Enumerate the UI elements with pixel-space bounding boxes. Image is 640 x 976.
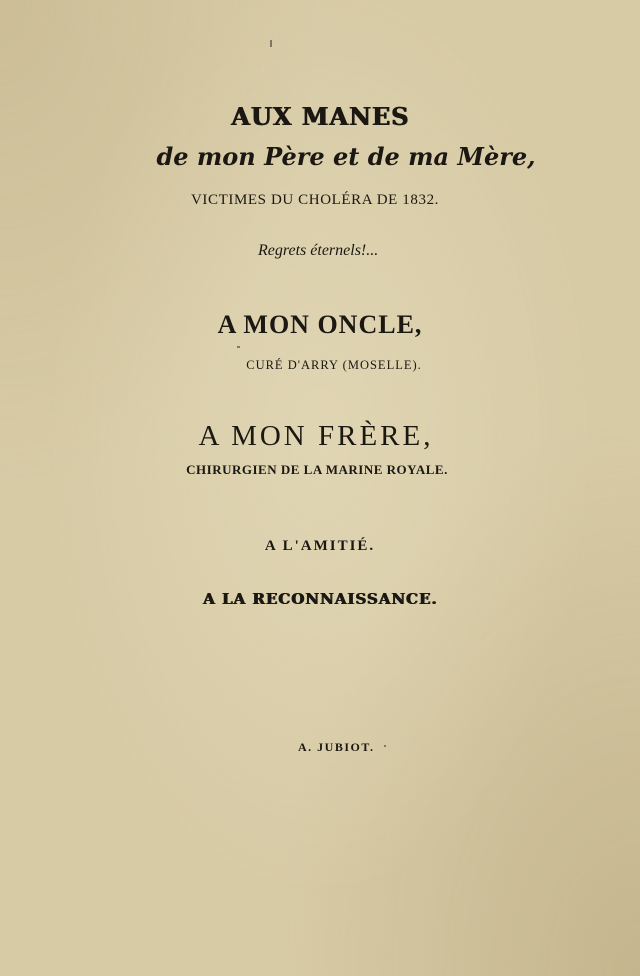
author-signature: A. JUBIOT. <box>298 740 375 754</box>
uncle-heading: A MON ONCLE, <box>217 310 423 339</box>
friendship-heading: A L'AMITIÉ. <box>264 538 376 554</box>
brother-detail: CHIRURGIEN DE LA MARINE ROYALE. <box>186 462 448 477</box>
ink-speck <box>237 346 240 348</box>
dedication-regrets: Regrets éternels!... <box>258 242 379 259</box>
ink-speck <box>270 40 272 47</box>
dedication-subtitle: de mon Père et de ma Mère, <box>156 142 536 171</box>
brother-heading: A MON FRÈRE, <box>198 420 434 452</box>
dedication-title: AUX MANES <box>230 102 410 131</box>
uncle-detail: CURÉ D'ARRY (MOSELLE). <box>246 358 422 372</box>
dedication-victims: VICTIMES DU CHOLÉRA DE 1832. <box>190 192 440 208</box>
gratitude-heading: A LA RECONNAISSANCE. <box>202 590 438 608</box>
